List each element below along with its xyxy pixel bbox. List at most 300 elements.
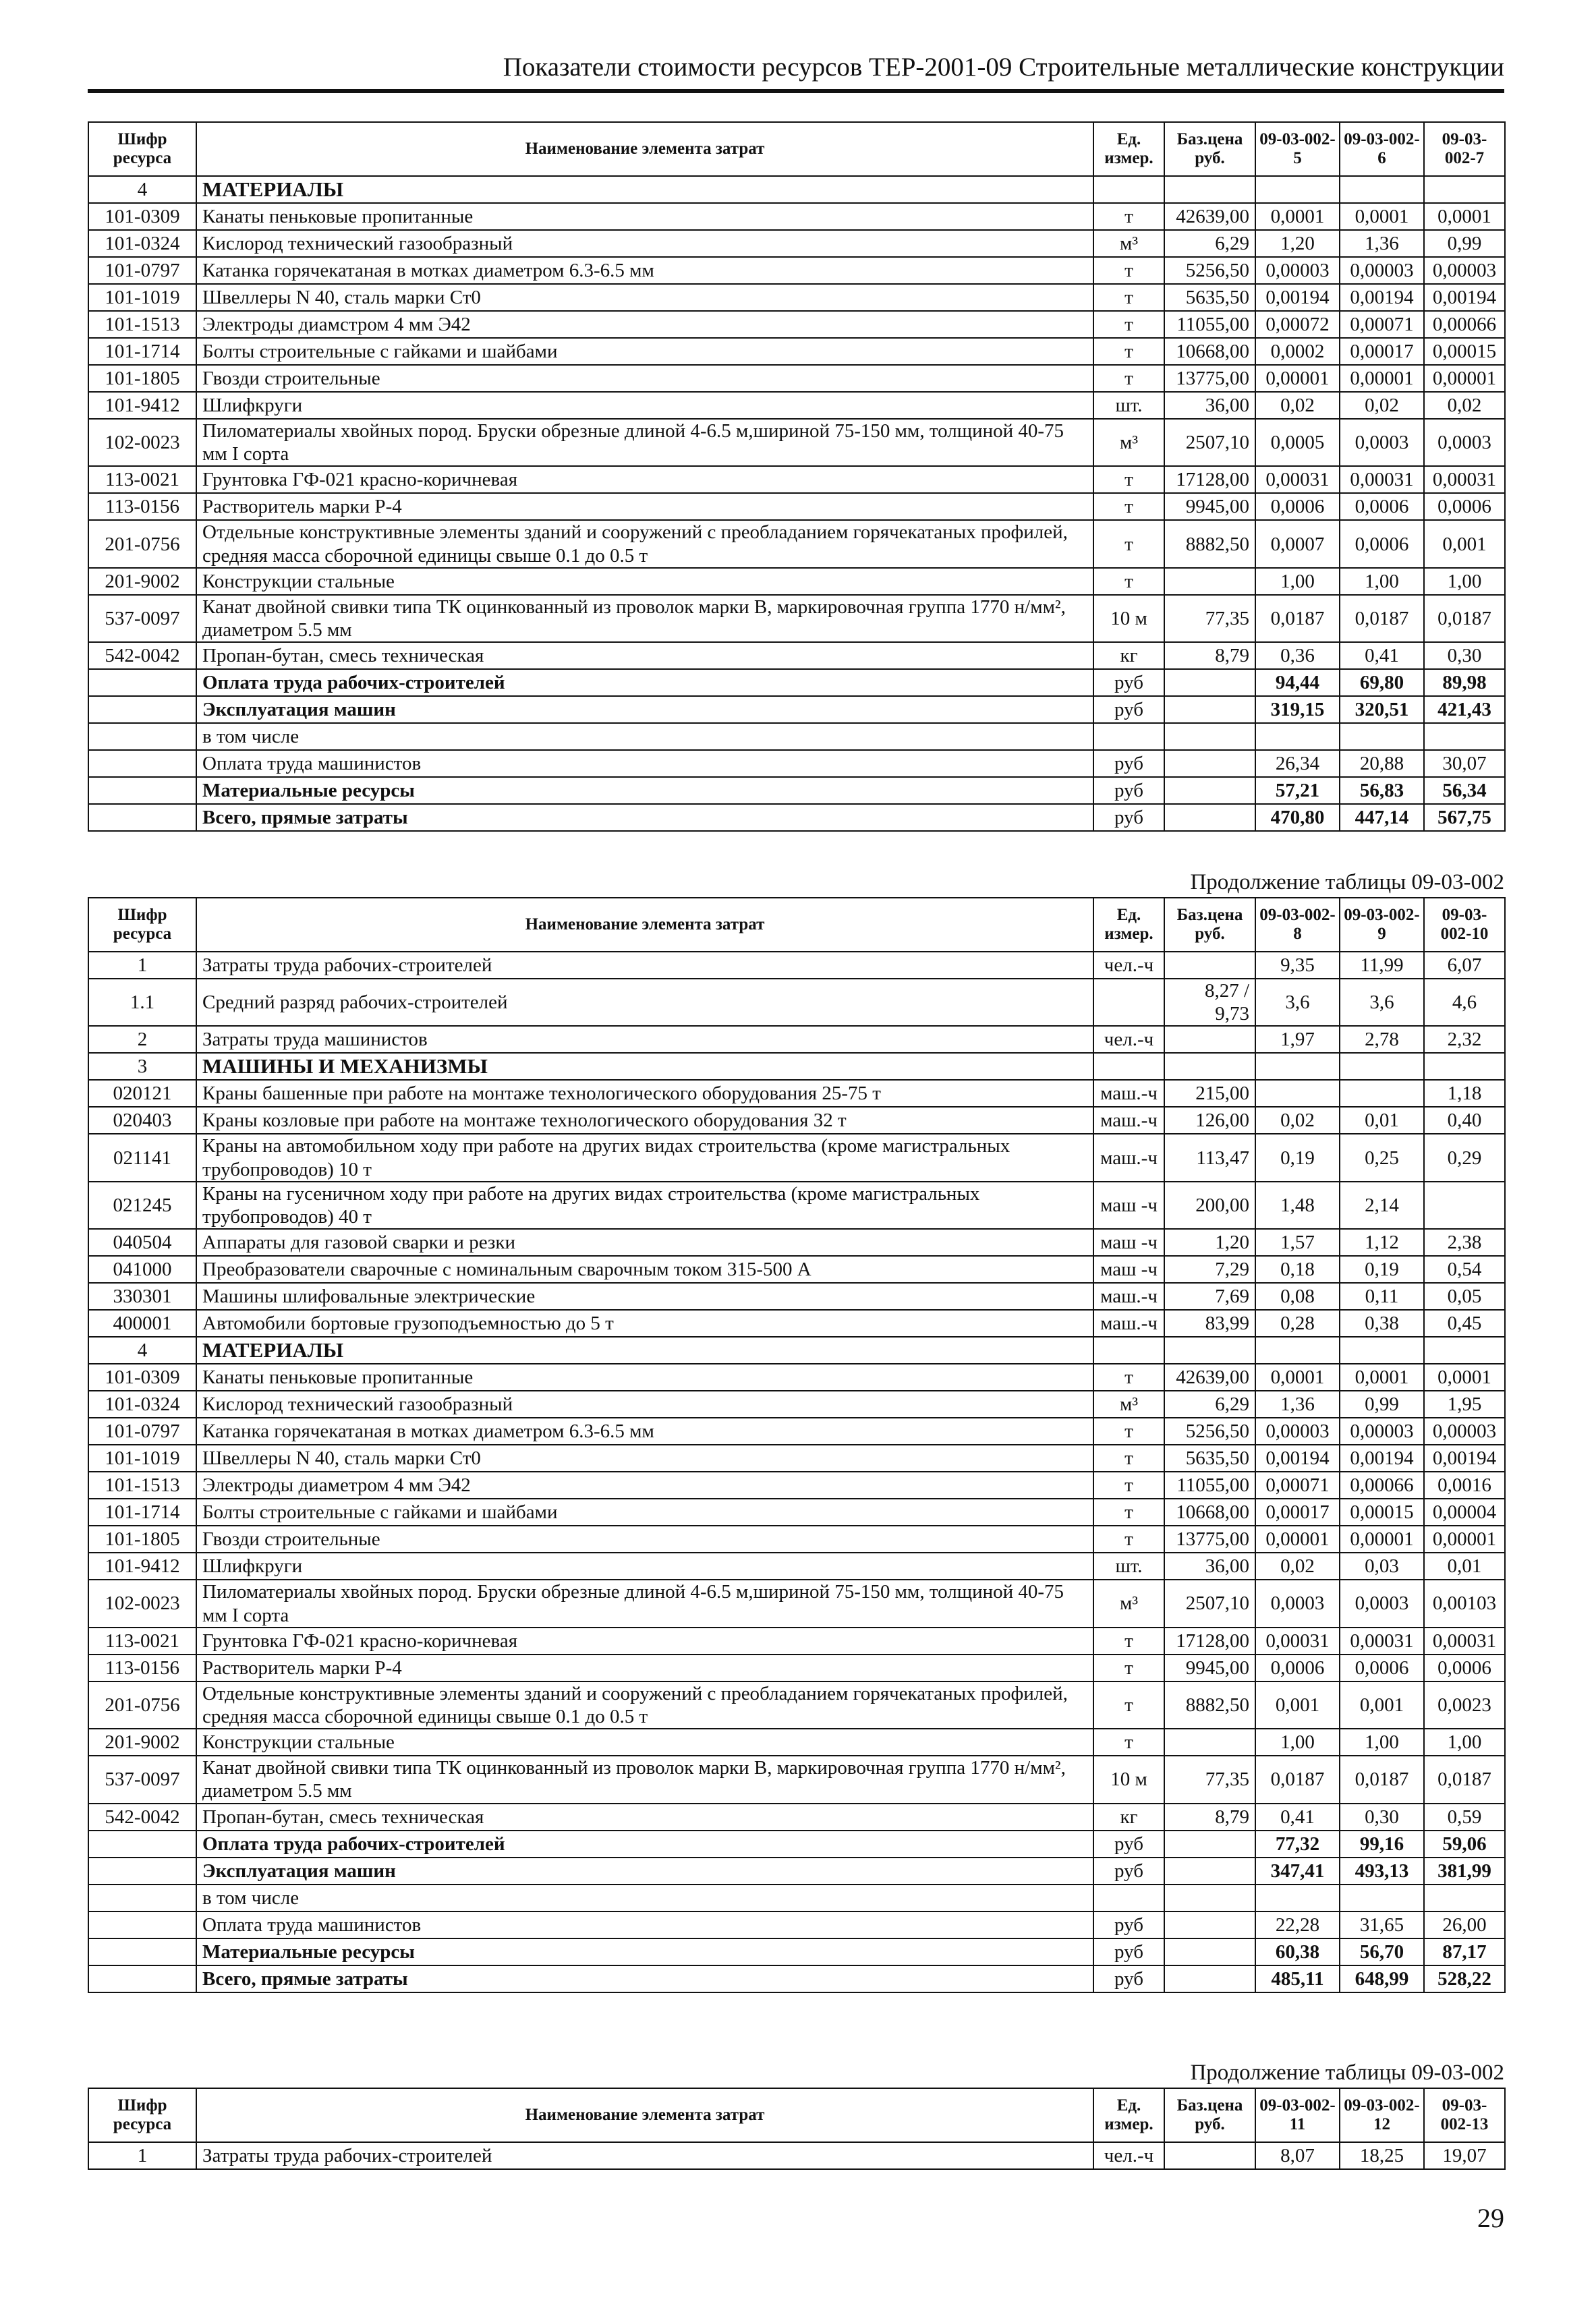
value-cell-c: 0,00031 xyxy=(1424,1628,1505,1655)
table-row xyxy=(88,1858,1505,1885)
price-cell: 13775,00 xyxy=(1164,365,1255,392)
table-row xyxy=(88,1418,1505,1445)
table-row xyxy=(88,952,1505,979)
table-row xyxy=(88,176,1505,203)
price-cell: 17128,00 xyxy=(1164,466,1255,493)
value-cell-c: 0,29 xyxy=(1424,1134,1505,1181)
price-cell: 7,69 xyxy=(1164,1283,1255,1310)
unit-cell: т xyxy=(1093,520,1164,567)
unit-cell: чел.-ч xyxy=(1093,2142,1164,2169)
unit-cell: т xyxy=(1093,1655,1164,1681)
price-cell: 5635,50 xyxy=(1164,1445,1255,1472)
unit-cell xyxy=(1093,1053,1164,1080)
table-row xyxy=(88,1911,1505,1938)
column-header: 09-03-002-13 xyxy=(1424,2088,1505,2142)
code-cell xyxy=(88,750,196,777)
code-cell xyxy=(88,804,196,831)
code-cell: 101-0324 xyxy=(88,230,196,257)
name-cell: Всего, прямые затраты xyxy=(196,1965,1093,1992)
name-cell: Канаты пеньковые пропитанные xyxy=(196,203,1093,230)
value-cell-a: 0,41 xyxy=(1255,1804,1340,1831)
code-cell: 041000 xyxy=(88,1256,196,1283)
name-cell: Пропан-бутан, смесь техническая xyxy=(196,1804,1093,1831)
value-cell-b: 0,0006 xyxy=(1340,1655,1424,1681)
name-cell: в том числе xyxy=(196,723,1093,750)
price-cell xyxy=(1164,1729,1255,1756)
column-header: Шифр ресурса xyxy=(88,2088,196,2142)
unit-cell: м³ xyxy=(1093,230,1164,257)
unit-cell: маш.-ч xyxy=(1093,1283,1164,1310)
value-cell-c xyxy=(1424,1182,1505,1229)
value-cell-a: 0,0187 xyxy=(1255,595,1340,642)
table-row xyxy=(88,230,1505,257)
value-cell-a: 0,0005 xyxy=(1255,419,1340,466)
price-cell: 77,35 xyxy=(1164,595,1255,642)
value-cell-b: 1,00 xyxy=(1340,1729,1424,1756)
value-cell-a: 0,0006 xyxy=(1255,1655,1340,1681)
code-cell xyxy=(88,723,196,750)
table-header xyxy=(88,2088,1505,2142)
table-row xyxy=(88,1681,1505,1729)
value-cell-b: 0,00001 xyxy=(1340,1526,1424,1553)
price-cell: 36,00 xyxy=(1164,1553,1255,1580)
table-header xyxy=(88,898,1505,952)
price-cell xyxy=(1164,750,1255,777)
code-cell: 101-1714 xyxy=(88,338,196,365)
unit-cell: т xyxy=(1093,1681,1164,1729)
code-cell: 113-0156 xyxy=(88,493,196,520)
value-cell-c: 0,05 xyxy=(1424,1283,1505,1310)
value-cell-a: 0,19 xyxy=(1255,1134,1340,1181)
name-cell: Кислород технический газообразный xyxy=(196,230,1093,257)
price-cell: 8882,50 xyxy=(1164,1681,1255,1729)
value-cell-a: 0,36 xyxy=(1255,642,1340,669)
code-cell xyxy=(88,1831,196,1858)
unit-cell: чел.-ч xyxy=(1093,1026,1164,1053)
name-cell: Кислород технический газообразный xyxy=(196,1391,1093,1418)
price-cell: 6,29 xyxy=(1164,230,1255,257)
table-row xyxy=(88,1445,1505,1472)
value-cell-a: 9,35 xyxy=(1255,952,1340,979)
table-row xyxy=(88,568,1505,595)
value-cell-a: 1,57 xyxy=(1255,1229,1340,1256)
table-continuation-label: Продолжение таблицы 09-03-002 xyxy=(1190,2061,1504,2085)
table-row xyxy=(88,284,1505,311)
column-header: 09-03-002-10 xyxy=(1424,898,1505,952)
price-cell xyxy=(1164,952,1255,979)
name-cell: Материальные ресурсы xyxy=(196,1938,1093,1965)
unit-cell: маш.-ч xyxy=(1093,1107,1164,1134)
column-header: Шифр ресурса xyxy=(88,122,196,176)
price-cell: 9945,00 xyxy=(1164,1655,1255,1681)
value-cell-c: 19,07 xyxy=(1424,2142,1505,2169)
cost-table-2 xyxy=(88,897,1506,1993)
value-cell-a: 22,28 xyxy=(1255,1911,1340,1938)
unit-cell: т xyxy=(1093,338,1164,365)
unit-cell: маш.-ч xyxy=(1093,1134,1164,1181)
unit-cell: руб xyxy=(1093,696,1164,723)
code-cell: 101-0797 xyxy=(88,257,196,284)
column-header: 09-03-002-7 xyxy=(1424,122,1505,176)
name-cell: Катанка горячекатаная в мотках диаметром 6.3-6.5 мм xyxy=(196,1418,1093,1445)
code-cell: 102-0023 xyxy=(88,1580,196,1627)
table-row xyxy=(88,1938,1505,1965)
value-cell-c: 59,06 xyxy=(1424,1831,1505,1858)
code-cell xyxy=(88,669,196,696)
value-cell-c xyxy=(1424,1337,1505,1364)
name-cell: Канаты пеньковые пропитанные xyxy=(196,1364,1093,1391)
unit-cell: маш.-ч xyxy=(1093,1080,1164,1107)
table-row xyxy=(88,365,1505,392)
unit-cell: шт. xyxy=(1093,392,1164,419)
value-cell-b: 0,11 xyxy=(1340,1283,1424,1310)
price-cell: 2507,10 xyxy=(1164,419,1255,466)
value-cell-b: 1,36 xyxy=(1340,230,1424,257)
name-cell: Гвозди строительные xyxy=(196,365,1093,392)
value-cell-b: 447,14 xyxy=(1340,804,1424,831)
name-cell: Электроды диамстром 4 мм Э42 xyxy=(196,311,1093,338)
value-cell-a: 0,0001 xyxy=(1255,203,1340,230)
unit-cell xyxy=(1093,723,1164,750)
value-cell-a xyxy=(1255,723,1340,750)
price-cell: 13775,00 xyxy=(1164,1526,1255,1553)
value-cell-a: 1,48 xyxy=(1255,1182,1340,1229)
unit-cell: шт. xyxy=(1093,1553,1164,1580)
code-cell: 542-0042 xyxy=(88,1804,196,1831)
value-cell-b: 0,00003 xyxy=(1340,1418,1424,1445)
table-row xyxy=(88,1729,1505,1756)
table-continuation-label: Продолжение таблицы 09-03-002 xyxy=(1190,870,1504,894)
table-row xyxy=(88,723,1505,750)
price-cell: 17128,00 xyxy=(1164,1628,1255,1655)
table-row xyxy=(88,1472,1505,1499)
price-cell: 5256,50 xyxy=(1164,1418,1255,1445)
value-cell-b xyxy=(1340,1885,1424,1911)
value-cell-a xyxy=(1255,1885,1340,1911)
name-cell: Автомобили бортовые грузоподъемностью до 5 т xyxy=(196,1310,1093,1337)
table-row xyxy=(88,392,1505,419)
unit-cell: руб xyxy=(1093,1831,1164,1858)
price-cell xyxy=(1164,1885,1255,1911)
name-cell: Оплата труда рабочих-строителей xyxy=(196,669,1093,696)
unit-cell xyxy=(1093,1337,1164,1364)
name-cell: Швеллеры N 40, сталь марки Ст0 xyxy=(196,1445,1093,1472)
table-row xyxy=(88,1310,1505,1337)
column-header: 09-03-002-6 xyxy=(1340,122,1424,176)
value-cell-b: 69,80 xyxy=(1340,669,1424,696)
value-cell-a: 0,0187 xyxy=(1255,1756,1340,1803)
value-cell-b: 0,02 xyxy=(1340,392,1424,419)
name-cell: Грунтовка ГФ-021 красно-коричневая xyxy=(196,1628,1093,1655)
value-cell-b: 2,14 xyxy=(1340,1182,1424,1229)
value-cell-a: 0,02 xyxy=(1255,392,1340,419)
table-row xyxy=(88,979,1505,1026)
code-cell: 113-0021 xyxy=(88,466,196,493)
table-row xyxy=(88,1885,1505,1911)
price-cell: 5256,50 xyxy=(1164,257,1255,284)
name-cell: Растворитель марки Р-4 xyxy=(196,1655,1093,1681)
price-cell xyxy=(1164,2142,1255,2169)
price-cell xyxy=(1164,1831,1255,1858)
value-cell-b xyxy=(1340,1080,1424,1107)
value-cell-b: 0,0006 xyxy=(1340,520,1424,567)
name-cell: Средний разряд рабочих-строителей xyxy=(196,979,1093,1026)
value-cell-a xyxy=(1255,1053,1340,1080)
name-cell: Пропан-бутан, смесь техническая xyxy=(196,642,1093,669)
value-cell-c xyxy=(1424,723,1505,750)
unit-cell: кг xyxy=(1093,1804,1164,1831)
table-row xyxy=(88,1756,1505,1803)
value-cell-c: 0,001 xyxy=(1424,520,1505,567)
value-cell-b: 0,0001 xyxy=(1340,203,1424,230)
value-cell-b: 0,00031 xyxy=(1340,466,1424,493)
code-cell: 040504 xyxy=(88,1229,196,1256)
value-cell-b: 0,19 xyxy=(1340,1256,1424,1283)
unit-cell: т xyxy=(1093,1729,1164,1756)
name-cell: Конструкции стальные xyxy=(196,1729,1093,1756)
value-cell-a: 0,00031 xyxy=(1255,1628,1340,1655)
value-cell-b: 0,00015 xyxy=(1340,1499,1424,1526)
table-row xyxy=(88,1628,1505,1655)
unit-cell xyxy=(1093,979,1164,1026)
value-cell-b: 31,65 xyxy=(1340,1911,1424,1938)
name-cell: Всего, прямые затраты xyxy=(196,804,1093,831)
price-cell: 2507,10 xyxy=(1164,1580,1255,1627)
code-cell: 201-9002 xyxy=(88,1729,196,1756)
name-cell: Шлифкруги xyxy=(196,1553,1093,1580)
table-header xyxy=(88,122,1505,176)
value-cell-c: 0,0016 xyxy=(1424,1472,1505,1499)
price-cell xyxy=(1164,669,1255,696)
code-cell xyxy=(88,1965,196,1992)
value-cell-b: 0,00194 xyxy=(1340,284,1424,311)
code-cell: 400001 xyxy=(88,1310,196,1337)
unit-cell: руб xyxy=(1093,804,1164,831)
value-cell-a: 77,32 xyxy=(1255,1831,1340,1858)
column-header: 09-03-002-5 xyxy=(1255,122,1340,176)
value-cell-b: 20,88 xyxy=(1340,750,1424,777)
value-cell-a: 1,97 xyxy=(1255,1026,1340,1053)
column-header: Баз.цена руб. xyxy=(1164,122,1255,176)
table-row xyxy=(88,1965,1505,1992)
value-cell-c xyxy=(1424,1885,1505,1911)
unit-cell: руб xyxy=(1093,777,1164,804)
name-cell: МАТЕРИАЛЫ xyxy=(196,1337,1093,1364)
value-cell-b: 0,03 xyxy=(1340,1553,1424,1580)
name-cell: Краны башенные при работе на монтаже технологического оборудования 25-75 т xyxy=(196,1080,1093,1107)
price-cell: 215,00 xyxy=(1164,1080,1255,1107)
table-row xyxy=(88,1553,1505,1580)
table-row xyxy=(88,696,1505,723)
name-cell: Затраты труда рабочих-строителей xyxy=(196,2142,1093,2169)
unit-cell: т xyxy=(1093,466,1164,493)
code-cell xyxy=(88,1858,196,1885)
code-cell: 101-1805 xyxy=(88,1526,196,1553)
unit-cell: м³ xyxy=(1093,1580,1164,1627)
value-cell-c: 0,54 xyxy=(1424,1256,1505,1283)
value-cell-c: 381,99 xyxy=(1424,1858,1505,1885)
value-cell-b: 0,001 xyxy=(1340,1681,1424,1729)
unit-cell: руб xyxy=(1093,1938,1164,1965)
unit-cell: т xyxy=(1093,1628,1164,1655)
value-cell-a: 0,00072 xyxy=(1255,311,1340,338)
price-cell: 6,29 xyxy=(1164,1391,1255,1418)
value-cell-a: 1,20 xyxy=(1255,230,1340,257)
price-cell xyxy=(1164,696,1255,723)
price-cell xyxy=(1164,1053,1255,1080)
unit-cell: руб xyxy=(1093,1911,1164,1938)
code-cell: 2 xyxy=(88,1026,196,1053)
value-cell-c: 0,0187 xyxy=(1424,1756,1505,1803)
name-cell: Катанка горячекатаная в мотках диаметром 6.3-6.5 мм xyxy=(196,257,1093,284)
table-row xyxy=(88,1107,1505,1134)
value-cell-b: 0,30 xyxy=(1340,1804,1424,1831)
value-cell-c: 421,43 xyxy=(1424,696,1505,723)
value-cell-a xyxy=(1255,1080,1340,1107)
column-header: Шифр ресурса xyxy=(88,898,196,952)
price-cell: 5635,50 xyxy=(1164,284,1255,311)
code-cell xyxy=(88,1911,196,1938)
value-cell-a: 0,00003 xyxy=(1255,1418,1340,1445)
unit-cell: руб xyxy=(1093,750,1164,777)
column-header: Наименование элемента затрат xyxy=(196,898,1093,952)
value-cell-b: 0,38 xyxy=(1340,1310,1424,1337)
value-cell-b xyxy=(1340,1337,1424,1364)
code-cell: 101-1805 xyxy=(88,365,196,392)
value-cell-c: 0,00194 xyxy=(1424,284,1505,311)
price-cell: 7,29 xyxy=(1164,1256,1255,1283)
unit-cell: 10 м xyxy=(1093,1756,1164,1803)
value-cell-a: 0,00071 xyxy=(1255,1472,1340,1499)
value-cell-a: 470,80 xyxy=(1255,804,1340,831)
name-cell: Материальные ресурсы xyxy=(196,777,1093,804)
value-cell-c: 0,40 xyxy=(1424,1107,1505,1134)
price-cell: 36,00 xyxy=(1164,392,1255,419)
price-cell: 10668,00 xyxy=(1164,338,1255,365)
price-cell: 42639,00 xyxy=(1164,203,1255,230)
table-row xyxy=(88,520,1505,567)
value-cell-c: 0,0003 xyxy=(1424,419,1505,466)
price-cell xyxy=(1164,1858,1255,1885)
table-row xyxy=(88,1134,1505,1181)
price-cell xyxy=(1164,1965,1255,1992)
column-header: Ед. измер. xyxy=(1093,122,1164,176)
price-cell xyxy=(1164,1026,1255,1053)
value-cell-b xyxy=(1340,723,1424,750)
value-cell-c: 2,32 xyxy=(1424,1026,1505,1053)
code-cell: 542-0042 xyxy=(88,642,196,669)
name-cell: Краны на гусеничном ходу при работе на других видах строительства (кроме магистральных трубопроводов) 40 т xyxy=(196,1182,1093,1229)
table-row xyxy=(88,1182,1505,1229)
price-cell xyxy=(1164,1337,1255,1364)
table-row xyxy=(88,1256,1505,1283)
price-cell xyxy=(1164,777,1255,804)
value-cell-c: 1,95 xyxy=(1424,1391,1505,1418)
code-cell: 101-0309 xyxy=(88,203,196,230)
name-cell: Краны на автомобильном ходу при работе на других видах строительства (кроме магистральных трубопроводов) 10 т xyxy=(196,1134,1093,1181)
code-cell: 4 xyxy=(88,1337,196,1364)
value-cell-b: 0,00194 xyxy=(1340,1445,1424,1472)
column-header: Наименование элемента затрат xyxy=(196,2088,1093,2142)
name-cell: Оплата труда машинистов xyxy=(196,1911,1093,1938)
value-cell-b: 0,25 xyxy=(1340,1134,1424,1181)
code-cell: 113-0021 xyxy=(88,1628,196,1655)
value-cell-a: 1,00 xyxy=(1255,1729,1340,1756)
code-cell: 101-9412 xyxy=(88,392,196,419)
value-cell-c: 1,18 xyxy=(1424,1080,1505,1107)
value-cell-c: 30,07 xyxy=(1424,750,1505,777)
code-cell: 101-1019 xyxy=(88,284,196,311)
table-row xyxy=(88,1080,1505,1107)
value-cell-b: 0,99 xyxy=(1340,1391,1424,1418)
value-cell-b: 2,78 xyxy=(1340,1026,1424,1053)
value-cell-b: 3,6 xyxy=(1340,979,1424,1026)
page-number: 29 xyxy=(1477,2203,1504,2233)
column-header: 09-03-002-12 xyxy=(1340,2088,1424,2142)
name-cell: Гвозди строительные xyxy=(196,1526,1093,1553)
code-cell: 021245 xyxy=(88,1182,196,1229)
unit-cell: т xyxy=(1093,1499,1164,1526)
value-cell-c: 87,17 xyxy=(1424,1938,1505,1965)
code-cell: 020121 xyxy=(88,1080,196,1107)
code-cell: 101-1513 xyxy=(88,311,196,338)
table-row xyxy=(88,595,1505,642)
value-cell-b: 11,99 xyxy=(1340,952,1424,979)
value-cell-b: 493,13 xyxy=(1340,1858,1424,1885)
name-cell: Эксплуатация машин xyxy=(196,1858,1093,1885)
table-row xyxy=(88,1831,1505,1858)
value-cell-c: 0,00031 xyxy=(1424,466,1505,493)
value-cell-a: 0,00003 xyxy=(1255,257,1340,284)
unit-cell: 10 м xyxy=(1093,595,1164,642)
name-cell: Отдельные конструктивные элементы зданий и сооружений с преобладанием горячекатаных профилей, средняя масса сборочной единицы свыше 0.1 до 0.5 т xyxy=(196,1681,1093,1729)
column-header: Баз.цена руб. xyxy=(1164,2088,1255,2142)
code-cell: 537-0097 xyxy=(88,595,196,642)
value-cell-a: 0,0001 xyxy=(1255,1364,1340,1391)
value-cell-c: 567,75 xyxy=(1424,804,1505,831)
value-cell-b: 0,0003 xyxy=(1340,419,1424,466)
value-cell-b: 1,00 xyxy=(1340,568,1424,595)
table-row xyxy=(88,750,1505,777)
value-cell-a xyxy=(1255,1337,1340,1364)
value-cell-b: 0,0006 xyxy=(1340,493,1424,520)
price-cell: 8,79 xyxy=(1164,1804,1255,1831)
name-cell: Канат двойной свивки типа ТК оцинкованный из проволок марки В, маркировочная группа 1770 н/мм², диаметром 5.5 мм xyxy=(196,595,1093,642)
value-cell-c: 0,00066 xyxy=(1424,311,1505,338)
unit-cell xyxy=(1093,1885,1164,1911)
price-cell: 42639,00 xyxy=(1164,1364,1255,1391)
value-cell-c: 0,0006 xyxy=(1424,493,1505,520)
table-row xyxy=(88,804,1505,831)
value-cell-a: 94,44 xyxy=(1255,669,1340,696)
name-cell: Шлифкруги xyxy=(196,392,1093,419)
value-cell-a: 57,21 xyxy=(1255,777,1340,804)
unit-cell: чел.-ч xyxy=(1093,952,1164,979)
name-cell: Краны козловые при работе на монтаже технологического оборудования 32 т xyxy=(196,1107,1093,1134)
code-cell xyxy=(88,1885,196,1911)
name-cell: Швеллеры N 40, сталь марки Ст0 xyxy=(196,284,1093,311)
value-cell-c: 0,59 xyxy=(1424,1804,1505,1831)
name-cell: Затраты труда рабочих-строителей xyxy=(196,952,1093,979)
table-row xyxy=(88,1364,1505,1391)
value-cell-c: 0,00004 xyxy=(1424,1499,1505,1526)
unit-cell: т xyxy=(1093,1445,1164,1472)
value-cell-a: 319,15 xyxy=(1255,696,1340,723)
value-cell-b: 0,0187 xyxy=(1340,595,1424,642)
value-cell-b: 0,00017 xyxy=(1340,338,1424,365)
price-cell: 83,99 xyxy=(1164,1310,1255,1337)
value-cell-c: 0,00194 xyxy=(1424,1445,1505,1472)
